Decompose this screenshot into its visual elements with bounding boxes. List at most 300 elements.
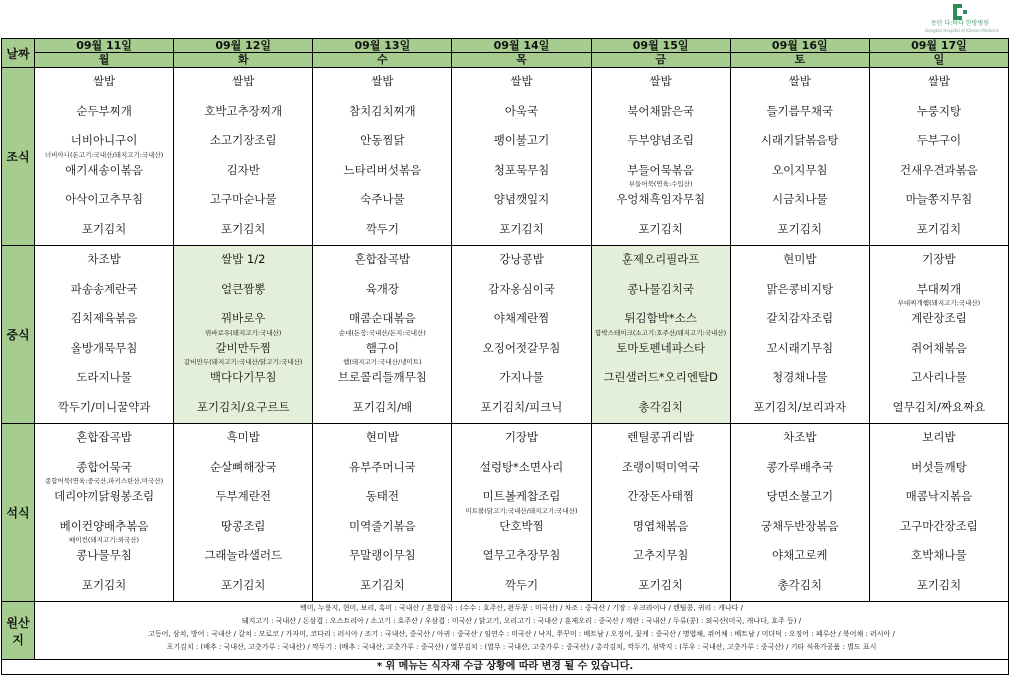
menu-item [870, 216, 1008, 246]
meal-label: 석식 [2, 424, 35, 602]
ingredient-origin-note: 너비아니(돈고기:국내산/돼지고기:국내산) [44, 150, 164, 159]
menu-item [452, 513, 590, 543]
menu-item [174, 186, 312, 216]
menu-cell [313, 424, 452, 602]
menu-item [35, 186, 173, 216]
dish-name: 두부계란전 [215, 489, 271, 503]
dish-name: 애기새송이볶음 [65, 162, 143, 177]
menu-item [452, 127, 590, 157]
dish-name: 부들어묵볶음 [627, 162, 694, 177]
dish-name: 포기김치 [220, 221, 266, 236]
dish-name: 현미밥 [365, 430, 400, 444]
dish-name: 튀김함박*소스 [624, 311, 697, 325]
menu-item [592, 572, 730, 602]
menu-item [174, 246, 312, 276]
menu-item [731, 68, 869, 98]
day-of-week: 금 [591, 53, 730, 68]
menu-item [870, 276, 1008, 306]
origin-line: 백미, 누룽지, 현미, 보리, 흑미 : 국내산 / 혼합잡곡 : (수수 : 호주산, 완두콩 : 미국산) / 차조 : 중국산 / 기장 : 우크라이나 / 렌틸콩, 귀리 : 캐나다 / [300, 604, 743, 612]
dish-name: 그린샐러드*오리엔탈D [603, 370, 718, 384]
dish-name: 토마토펜네파스타 [616, 340, 706, 355]
dish-name: 혼합잡곡밥 [354, 252, 411, 266]
menu-item [35, 424, 173, 454]
dish-name: 아욱국 [504, 103, 539, 118]
menu-item [870, 572, 1008, 602]
dish-name: 청경채나물 [772, 370, 828, 384]
menu-item [731, 246, 869, 276]
menu-item [592, 542, 730, 572]
dish-name: 팽이불고기 [493, 133, 550, 147]
origin-text [35, 602, 1009, 660]
menu-item [35, 572, 173, 602]
menu-item [452, 157, 590, 187]
menu-item [592, 246, 730, 276]
menu-item [174, 424, 312, 454]
menu-item [870, 542, 1008, 572]
menu-cell [35, 246, 174, 424]
dish-name: 궁채두반장볶음 [760, 518, 839, 533]
menu-cell [869, 246, 1008, 424]
dish-name: 안동찜닭 [360, 133, 405, 147]
menu-item [592, 98, 730, 128]
menu-cell [591, 246, 730, 424]
ingredient-origin-note: 함박스테이크(소고기:호주산/돼지고기:국내산) [595, 328, 727, 337]
menu-item [174, 335, 312, 365]
menu-cell [313, 68, 452, 246]
dish-name: 시금치나물 [772, 192, 828, 206]
day-of-week: 일 [869, 53, 1008, 68]
menu-item [174, 483, 312, 513]
dish-name: 콩가루배추국 [766, 459, 834, 474]
menu-item [592, 276, 730, 306]
dish-name: 쌀밥 [927, 74, 951, 88]
menu-item [313, 216, 451, 246]
menu-item [313, 483, 451, 513]
dish-name: 강낭콩밥 [499, 252, 544, 266]
menu-item [870, 186, 1008, 216]
menu-item [35, 127, 173, 157]
meal-row [2, 68, 1009, 246]
menu-item [35, 335, 173, 365]
dish-name: 들기름무채국 [766, 103, 834, 118]
menu-item [174, 276, 312, 306]
dish-name: 콩나물무침 [76, 548, 132, 562]
dish-name: 그래놀라샐러드 [204, 548, 283, 562]
menu-item [731, 424, 869, 454]
menu-item [870, 483, 1008, 513]
menu-cell [869, 424, 1008, 602]
dish-name: 총각김치 [777, 577, 822, 592]
menu-item [313, 157, 451, 187]
menu-item [313, 424, 451, 454]
dish-name: 총각김치 [638, 399, 683, 414]
origin-line: 돼지고기 : 국내산 / 돈삼겹 : 오스트리아 / 소고기 : 호주산 / 우삼겹 : 미국산 / 닭고기, 오리고기 : 국내산 / 훈제오리 : 중국산 / 계란 : 국내산 / 두류(콩) : 외국산(미국, 캐나다, 호주 등) / [241, 617, 802, 625]
menu-item [731, 454, 869, 484]
menu-cell [730, 68, 869, 246]
menu-item [313, 305, 451, 335]
dish-name: 포기김치/보리과자 [753, 399, 847, 414]
menu-item [35, 98, 173, 128]
menu-item [313, 68, 451, 98]
dish-name: 시래기닭볶음탕 [760, 133, 839, 147]
menu-item [452, 364, 590, 394]
dish-name: 소고기장조림 [209, 133, 277, 147]
hospital-name: 동탄 다:하다 한방병원 [930, 20, 989, 27]
dish-name: 고추지무침 [632, 548, 689, 562]
menu-item [731, 572, 869, 602]
dish-name: 숙주나물 [360, 192, 405, 206]
menu-item [731, 335, 869, 365]
menu-item [592, 157, 730, 187]
menu-item [870, 335, 1008, 365]
dish-name: 명엽채볶음 [632, 518, 689, 533]
menu-item [870, 246, 1008, 276]
day-date: 09월 14일 [452, 39, 591, 53]
menu-item [592, 216, 730, 246]
menu-item [731, 364, 869, 394]
day-of-week: 목 [452, 53, 591, 68]
menu-item [731, 394, 869, 424]
dish-name: 포기김치 [499, 221, 544, 236]
dish-name: 포기김치 [777, 221, 822, 236]
dish-name: 야채계란찜 [493, 311, 550, 325]
menu-item [870, 157, 1008, 187]
dish-name: 가지나물 [499, 370, 544, 384]
dish-name: 미트볼케찹조림 [482, 489, 561, 503]
menu-item [313, 335, 451, 365]
dish-name: 당면소불고기 [766, 489, 834, 503]
dish-name: 버섯들깨탕 [911, 459, 967, 474]
origin-line: 포기김치 : (배추 : 국내산, 고춧가루 : 국내산) / 깍두기 : (배추 : 국내산, 고춧가루 : 중국산) / 열무김치 : (열무 : 국내산, 고춧가루 : 중국산) / 총각김치, 깍두기, 섞박지 : (무우 : 국내산, 고춧가루 : 중국산) / 기타 식육가공품 : 별도 표시 [166, 643, 877, 651]
dish-name: 누룽지탕 [916, 103, 962, 118]
dish-name: 단호박찜 [499, 518, 544, 533]
dish-name: 참치김치찌개 [349, 103, 416, 118]
menu-item [592, 513, 730, 543]
weekly-menu-table [1, 38, 1009, 675]
menu-item [731, 157, 869, 187]
dish-name: 건새우견과볶음 [900, 162, 978, 177]
menu-item [35, 157, 173, 187]
dish-name: 쥐어채볶음 [911, 340, 967, 355]
dish-name: 포기김치 [220, 577, 266, 592]
menu-cell [452, 246, 591, 424]
dish-name: 깍두기 [365, 221, 400, 236]
dish-name: 유부주머니국 [349, 459, 416, 474]
meal-label: 조식 [2, 68, 35, 246]
menu-item [592, 68, 730, 98]
dish-name: 호박고추장찌개 [204, 103, 283, 118]
dish-name: 포기김치/요구르트 [196, 399, 290, 414]
dish-name: 마늘쫑지무침 [905, 192, 973, 206]
ingredient-origin-note: 햄(돼지고기:국내산/냉미트) [343, 358, 422, 366]
dish-name: 너비아니구이 [70, 133, 138, 147]
dish-name: 무말랭이무침 [349, 548, 416, 562]
menu-item [174, 216, 312, 246]
ingredient-origin-note: 베이컨(돼지고기:외국산) [69, 536, 140, 544]
day-date: 09월 17일 [869, 39, 1008, 53]
dish-name: 베이컨양배추볶음 [59, 518, 149, 533]
dish-name: 혼합잡곡밥 [76, 430, 132, 444]
menu-item [870, 127, 1008, 157]
menu-item [452, 424, 590, 454]
menu-item [313, 572, 451, 602]
date-header-label: 날짜 [2, 39, 35, 68]
dish-name: 고구마간장조림 [900, 518, 978, 533]
day-date: 09월 15일 [591, 39, 730, 53]
menu-item [592, 364, 730, 394]
menu-cell [452, 424, 591, 602]
menu-cell [591, 424, 730, 602]
dish-name: 동태전 [365, 489, 400, 503]
menu-item [35, 364, 173, 394]
dish-name: 김자반 [226, 162, 260, 177]
dish-name: 기장밥 [504, 430, 539, 444]
dish-name: 브로콜리들깨무침 [337, 370, 427, 384]
dish-name: 고사리나물 [911, 370, 967, 384]
menu-item [731, 98, 869, 128]
dish-name: 햄구이 [365, 340, 400, 355]
dish-name: 김치제육볶음 [70, 311, 138, 325]
menu-item [452, 394, 590, 424]
dish-name: 계란장조림 [911, 311, 967, 325]
dish-name: 깍두기 [504, 577, 539, 592]
dish-name: 부대찌개 [916, 281, 962, 296]
menu-item [452, 216, 590, 246]
menu-cell [869, 68, 1008, 246]
menu-item [174, 513, 312, 543]
menu-item [174, 572, 312, 602]
dish-name: 맑은콩비지탕 [766, 281, 834, 296]
menu-item [592, 186, 730, 216]
menu-item [452, 542, 590, 572]
hospital-logo [925, 4, 1000, 36]
menu-item [313, 394, 451, 424]
menu-item [870, 305, 1008, 335]
menu-item [313, 454, 451, 484]
dish-name: 꼬시래기무침 [766, 340, 834, 355]
origin-line: 고등어, 삼치, 방어 : 국내산 / 갈치 : 모로코 / 가자미, 코다리 : 러시아 / 조기 : 국내산, 중국산 / 아귀 : 중국산 / 임연수 : 미국산 / 낙지, 쭈꾸미 : 베트남 / 오징어, 꽃게 : 중국산 / 명엽채, 쥐어채 : 베트남 / 미더덕 : 오징어 : 페루산 / 북어채 : 러시아 / [148, 630, 895, 638]
dish-name: 갈치감자조림 [766, 311, 834, 325]
menu-cell [730, 424, 869, 602]
menu-cell [452, 68, 591, 246]
menu-item [174, 157, 312, 187]
menu-item [731, 216, 869, 246]
dish-name: 보리밥 [922, 430, 956, 444]
dish-name: 땅콩조림 [220, 518, 266, 533]
meal-row [2, 246, 1009, 424]
dish-name: 종합어묵국 [76, 459, 132, 474]
menu-item [731, 483, 869, 513]
menu-item [592, 454, 730, 484]
menu-item [870, 454, 1008, 484]
day-date: 09월 11일 [35, 39, 174, 53]
dish-name: 렌틸콩귀리밥 [627, 430, 694, 444]
ingredient-origin-note: 미트볼(닭고기:국내산/돼지고기:국내산) [465, 506, 578, 515]
menu-item [174, 542, 312, 572]
dish-name: 차조밥 [783, 430, 817, 444]
menu-item [35, 276, 173, 306]
hospital-logo-icon [953, 4, 967, 20]
menu-item [731, 305, 869, 335]
dish-name: 백다다기무침 [209, 370, 277, 384]
menu-item [870, 424, 1008, 454]
hospital-subtitle: Dongtan Hospital of Korean Medicine [925, 28, 1000, 33]
dish-name: 기장밥 [922, 252, 956, 266]
dish-name: 육개장 [365, 281, 400, 296]
dish-name: 오이지무침 [772, 162, 828, 177]
menu-item [452, 483, 590, 513]
menu-item [731, 513, 869, 543]
menu-item [35, 246, 173, 276]
menu-item [313, 364, 451, 394]
dish-name: 포기김치/배 [352, 399, 413, 414]
ingredient-origin-note: 순대(돈장:국내산/돈지:국내산) [338, 328, 426, 337]
menu-item [313, 246, 451, 276]
dish-name: 콩나물김치국 [627, 281, 694, 296]
menu-item [35, 454, 173, 484]
menu-item [452, 335, 590, 365]
dish-name: 꿔바로우 [220, 311, 266, 325]
menu-item [870, 394, 1008, 424]
menu-cell [730, 246, 869, 424]
dish-name: 북어채맑은국 [627, 103, 694, 118]
ingredient-origin-note: 갈비만두(돼지고기:국내산/닭고기:국내산) [184, 358, 303, 366]
dish-name: 두부구이 [916, 133, 962, 147]
menu-item [731, 542, 869, 572]
menu-cell [35, 424, 174, 602]
dish-name: 흑미밥 [226, 430, 260, 444]
dish-name: 호박채나물 [911, 548, 967, 562]
footer-row [2, 660, 1009, 675]
meal-row [2, 424, 1009, 602]
dish-name: 감자옹심이국 [488, 281, 555, 296]
dish-name: 포기김치 [81, 221, 127, 236]
menu-item [35, 513, 173, 543]
dish-name: 아삭이고추무침 [65, 192, 143, 206]
dish-name: 포기김치 [81, 577, 127, 592]
dish-name: 쌀밥 [788, 74, 811, 88]
dish-name: 간장돈사태찜 [627, 489, 694, 503]
dish-name: 포기김치 [916, 577, 962, 592]
ingredient-origin-note: 부대찌개햄(돼지고기:국내산) [897, 299, 981, 307]
day-of-week: 토 [730, 53, 869, 68]
dish-name: 훈제오리필라프 [621, 252, 700, 266]
menu-item [452, 454, 590, 484]
menu-item [313, 186, 451, 216]
dish-name: 우엉채흑임자무침 [616, 192, 706, 206]
dish-name: 깍두기/미니꿀약과 [57, 399, 151, 414]
dish-name: 고구마순나물 [209, 192, 277, 206]
ingredient-origin-note: 꿔바로우(돼지고기:국내산) [205, 328, 282, 337]
menu-item [870, 68, 1008, 98]
menu-item [35, 483, 173, 513]
day-of-week: 월 [35, 53, 174, 68]
dish-name: 열무김치/짜요짜요 [892, 399, 986, 414]
dish-name: 포기김치 [916, 221, 962, 236]
dish-name: 쌀밥 [371, 74, 394, 88]
menu-item [592, 483, 730, 513]
dish-name: 오징어젓갈무침 [482, 340, 561, 355]
origin-row [2, 602, 1009, 660]
menu-item [452, 186, 590, 216]
dish-name: 현미밥 [783, 252, 817, 266]
menu-item [313, 98, 451, 128]
dish-name: 느타리버섯볶음 [343, 162, 422, 177]
menu-cell [591, 68, 730, 246]
dish-name: 미역줄기볶음 [349, 518, 416, 533]
menu-item [174, 98, 312, 128]
menu-cell [174, 424, 313, 602]
menu-item [35, 68, 173, 98]
dish-name: 열무고추장무침 [482, 548, 561, 562]
day-of-week: 수 [313, 53, 452, 68]
menu-item [174, 68, 312, 98]
dish-name: 조랭이떡미역국 [621, 459, 700, 474]
menu-item [174, 394, 312, 424]
menu-item [452, 572, 590, 602]
dish-name: 포기김치 [638, 221, 683, 236]
footer-notice: * 위 메뉴는 식자재 수급 상황에 따라 변경 될 수 있습니다. [2, 660, 1009, 675]
menu-item [174, 454, 312, 484]
menu-item [452, 68, 590, 98]
dish-name: 매콤순대볶음 [349, 311, 416, 325]
dish-name: 양념깻잎지 [493, 192, 550, 206]
dish-name: 순두부찌개 [76, 103, 132, 118]
dish-name: 얼큰짬뽕 [220, 281, 266, 296]
dish-name: 매콤낙지볶음 [905, 489, 973, 503]
menu-item [731, 127, 869, 157]
menu-item [313, 276, 451, 306]
menu-item [35, 542, 173, 572]
dish-name: 청포묵무침 [493, 162, 550, 177]
dish-name: 쌀밥 1/2 [221, 252, 266, 266]
day-date: 09월 13일 [313, 39, 452, 53]
dish-name: 두부양념조림 [627, 133, 694, 147]
dish-name: 쌀밥 [232, 74, 255, 88]
dish-name: 쌀밥 [92, 74, 116, 88]
dish-name: 순살뼈해장국 [209, 459, 277, 474]
menu-item [731, 186, 869, 216]
menu-item [592, 335, 730, 365]
menu-item [731, 276, 869, 306]
origin-label: 원산지 [2, 602, 35, 660]
menu-item [313, 542, 451, 572]
dish-name: 파송송계란국 [70, 281, 138, 296]
menu-item [174, 305, 312, 335]
day-date: 09월 16일 [730, 39, 869, 53]
menu-item [174, 127, 312, 157]
menu-cell [35, 68, 174, 246]
menu-item [313, 127, 451, 157]
ingredient-origin-note: 종합어묵(연육:중국산,파키스탄산,미국산) [45, 477, 164, 485]
dish-name: 포기김치 [360, 577, 405, 592]
menu-cell [174, 68, 313, 246]
menu-item [870, 364, 1008, 394]
menu-item [452, 246, 590, 276]
menu-item [452, 276, 590, 306]
menu-item [592, 394, 730, 424]
weekday-row [2, 53, 1009, 68]
dish-name: 쌀밥 [649, 74, 672, 88]
menu-item [35, 305, 173, 335]
menu-item [452, 305, 590, 335]
menu-item [35, 216, 173, 246]
dish-name: 설렁탕*소면사리 [479, 459, 564, 474]
dish-name: 도라지나물 [76, 370, 132, 384]
dish-name: 올방개묵무침 [70, 340, 138, 355]
menu-item [592, 424, 730, 454]
day-date: 09월 12일 [174, 39, 313, 53]
